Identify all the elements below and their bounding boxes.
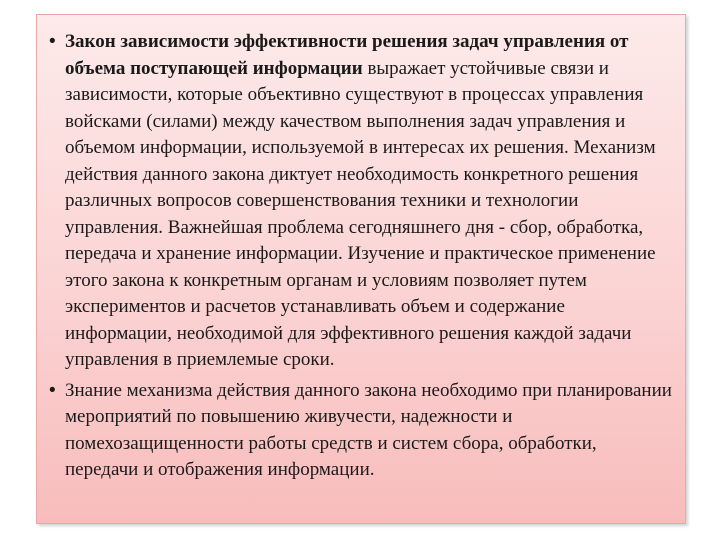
- bullet-marker: •: [49, 379, 56, 401]
- law-description: выражает устойчивые связи и зависимости, которые объективно существуют в процессах управления войсками (силами) между качеством выполнения задач управления и объемом информации, используемой в интересах их решения. Механизм действия данного закона диктует необходимость конкретного решения различных вопросов совершенствования техники и технологии управления. Важнейшая проблема сегодняшнего дня - сбор, обработка, передача и хранение информации. Изучение и практическое применение этого закона к конкретным органам и условиям позволяет путем экспериментов и расчетов устанавливать объем и содержание информации, необходимой для эффективного решения каждой задачи управления в приемлемые сроки.: [65, 57, 656, 370]
- knowledge-statement: Знание механизма действия данного закона необходимо при планировании мероприятий по повышению живучести, надежности и помехозащищенности работы средств и систем сбора, обработки, передачи и отображения информации.: [65, 379, 672, 480]
- bullet-item-1: [49, 29, 673, 374]
- bullet-item-2: [49, 378, 673, 484]
- bullet-list: [49, 29, 673, 484]
- law-title: Закон зависимости эффективности решения задач управления от объема поступающей информации: [65, 31, 629, 79]
- bullet-marker: •: [49, 31, 56, 52]
- content-box: [36, 14, 686, 524]
